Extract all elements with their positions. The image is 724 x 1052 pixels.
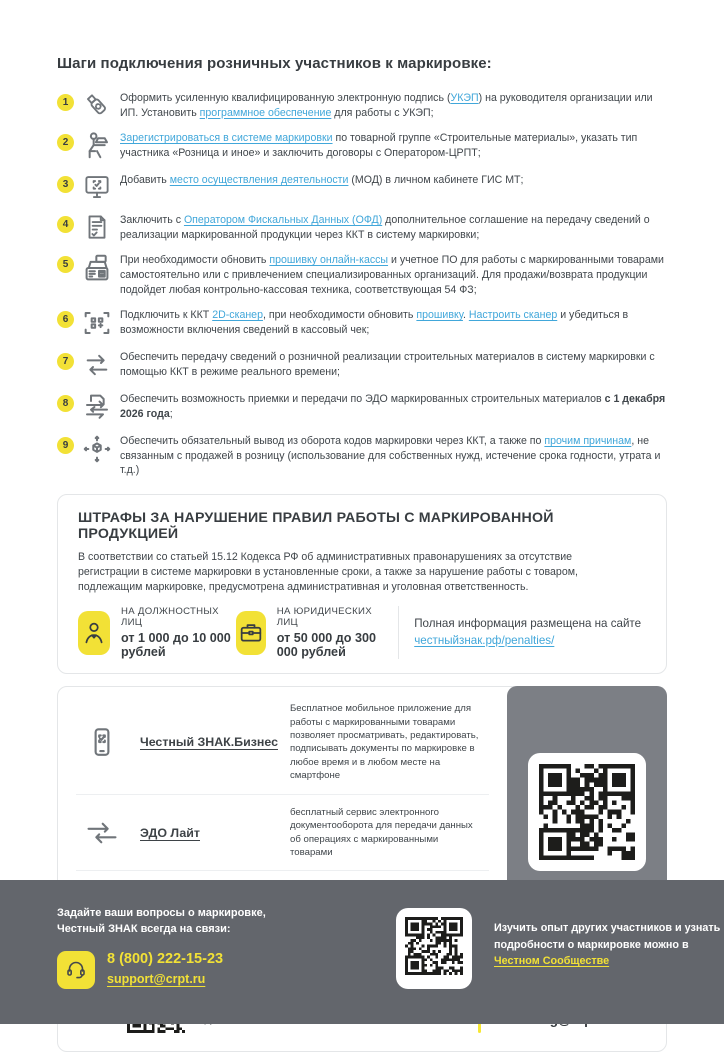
step-text: Обеспечить обязательный вывод из оборота кодов маркировки через ККТ, а также по прочим причинам, не связанным с продажей в розницу (использование для собственных нужд, истечение срока годности, утрата и т.д.): [120, 435, 661, 477]
step-number-badge: 9: [57, 437, 74, 454]
footer: [0, 880, 724, 1024]
inline-link[interactable]: прошивку онлайн-кассы: [269, 254, 389, 267]
step-text: Добавить место осуществления деятельности (МОД) в личном кабинете ГИС МТ;: [120, 174, 524, 187]
inline-link[interactable]: Настроить сканер: [468, 309, 558, 322]
step-row-4: [57, 211, 667, 242]
mobile-app-icon: [76, 725, 128, 759]
page-title: Шаги подключения розничных участников к маркировке:: [57, 55, 492, 72]
app-description: Бесплатное мобильное приложение для работы с маркированными товарами позволяет просматривать, редактировать, подписывать документы по маркировке в любое время и в любом месте на смартфоне: [290, 703, 479, 782]
edo-arrows-icon: [76, 816, 128, 850]
app-row-edo-lite: [76, 795, 489, 872]
step-number-badge: 2: [57, 134, 74, 151]
fine-label: НА ДОЛЖНОСТНЫХ ЛИЦ: [121, 606, 219, 629]
headset-icon: [57, 951, 95, 989]
cash-register-icon: [74, 252, 120, 284]
fine-officials: [78, 606, 236, 659]
step-number-badge: 5: [57, 256, 74, 273]
document-check-icon: [74, 212, 120, 242]
step-row-2: [57, 129, 667, 162]
app-link-business[interactable]: Честный ЗНАК.Бизнес: [140, 735, 278, 750]
penalties-title: ШТРАФЫ ЗА НАРУШЕНИЕ ПРАВИЛ РАБОТЫ С МАРКИРОВАННОЙ ПРОДУКЦИЕЙ: [78, 510, 554, 543]
footer-intro: Задайте ваши вопросы о маркировке, Честный ЗНАК всегда на связи:: [57, 907, 266, 935]
inline-link[interactable]: 2D-сканер: [212, 309, 263, 322]
support-email[interactable]: support@crpt.ru: [107, 971, 206, 986]
step-row-6: [57, 306, 667, 339]
inline-link[interactable]: Честном Сообществе: [494, 955, 610, 968]
step-row-5: [57, 251, 667, 297]
step-row-7: [57, 348, 667, 381]
step-number-badge: 6: [57, 311, 74, 328]
inline-link[interactable]: программное обеспечение: [199, 106, 332, 119]
step-text: При необходимости обновить прошивку онлайн-кассы и учетное ПО для работы с маркированными товарами самостоятельно или с привлечением специализированных организаций. Для продажи/возврата продукции подойдет любая контрольно-кассовая техника, соответствующая 54 ФЗ;: [120, 254, 664, 296]
inline-link[interactable]: прошивку: [416, 309, 463, 322]
penalties-body: В соответствии со статьей 15.12 Кодекса РФ об административных правонарушениях за отсутствие регистрации в системе маркировки в установленные сроки, а также за нарушение работы с товаром, подлежащим маркировке, предусмотрена административная и уголовная ответственность.: [78, 551, 578, 594]
step-number-badge: 7: [57, 353, 74, 370]
inline-link[interactable]: Оператором Фискальных Данных (ОФД): [183, 214, 383, 227]
monitor-scan-icon: [74, 172, 120, 202]
step-row-8: [57, 390, 667, 423]
cube-arrows-icon: [74, 433, 120, 465]
briefcase-icon: [236, 611, 266, 655]
step-row-1: [57, 89, 667, 120]
app-link-edo-lite[interactable]: ЭДО Лайт: [140, 825, 200, 840]
inline-link[interactable]: УКЭП: [450, 92, 479, 104]
exchange-arrows-icon: [74, 349, 120, 381]
inline-link[interactable]: место осуществления деятельности: [169, 174, 349, 187]
step-number-badge: 1: [57, 94, 74, 111]
inline-link[interactable]: честныйзнак.рф/penalties/: [414, 633, 555, 647]
step-number-badge: 4: [57, 216, 74, 233]
step-number-badge: 8: [57, 395, 74, 412]
fine-legal-entities: [236, 606, 394, 659]
step-row-3: [57, 171, 667, 202]
step-text: Оформить усиленную квалифицированную электронную подпись (УКЭП) на руководителя организации или ИП. Установить программное обеспечение для работы с УКЭП;: [120, 92, 653, 119]
app-description: бесплатный сервис электронного документооборота для передачи данных об операциях с маркированными товарами: [290, 806, 473, 858]
step-number-badge: 3: [57, 176, 74, 193]
step-text: Обеспечить передачу сведений о розничной реализации строительных материалов в систему маркировки с помощью ККТ в режиме реального времени;: [120, 351, 655, 378]
step-text: Зарегистрироваться в системе маркировки по товарной группе «Строительные материалы», указать тип участника «Розница и иное» и заключить договоры с Оператором-ЦРПТ;: [120, 132, 638, 159]
community-text: Изучить опыт других участников и узнать подробности о маркировке можно в Честном Сообществе: [494, 922, 721, 968]
step-row-9: [57, 432, 667, 478]
support-phone[interactable]: 8 (800) 222-15-23: [107, 950, 224, 967]
step-text: Обеспечить возможность приемки и передачи по ЭДО маркированных строительных материалов с 1 декабря 2026 года;: [120, 393, 666, 420]
inline-link[interactable]: прочим причинам: [544, 435, 632, 448]
usb-token-icon: [74, 90, 120, 120]
official-person-icon: [78, 611, 110, 655]
penalties-box: [57, 494, 667, 674]
person-laptop-icon: [74, 130, 120, 162]
fines-row: [78, 606, 646, 659]
community-qr-code: [396, 908, 472, 989]
step-text: Подключить к ККТ 2D-сканер, при необходимости обновить прошивку. Настроить сканер и убедиться в возможности включения сведений в кассовый чек;: [120, 309, 629, 336]
fine-amount: от 50 000 до 300 000 рублей: [276, 631, 376, 660]
inline-link[interactable]: Зарегистрироваться в системе маркировки: [120, 132, 333, 145]
step-text: Заключить с Оператором Фискальных Данных (ОФД) дополнительное соглашение на передачу сведений о реализации маркированной продукции через ККТ в систему маркировки;: [120, 214, 650, 241]
fine-amount: от 1 000 до 10 000 рублей: [121, 631, 231, 660]
app-row-business: [76, 691, 489, 795]
documents-transfer-icon: [74, 391, 120, 423]
apps-qr-code: [528, 753, 646, 871]
steps-list: [57, 89, 667, 478]
fine-label: НА ЮРИДИЧЕСКИХ ЛИЦ: [276, 606, 372, 629]
vertical-divider: [398, 606, 399, 659]
scanner-icon: [74, 307, 120, 339]
full-info-text: Полная информация размещена на сайте честныйзнак.рф/penalties/: [414, 616, 642, 647]
